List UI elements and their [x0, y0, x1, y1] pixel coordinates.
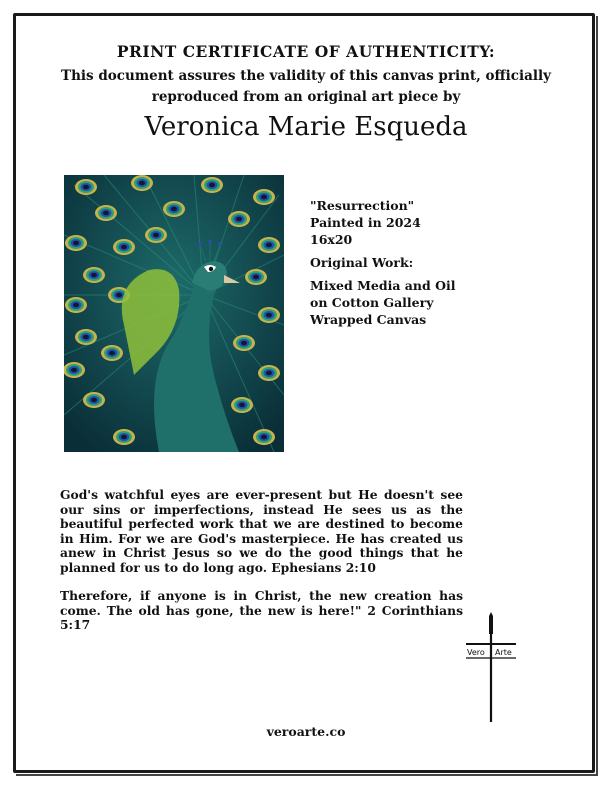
certificate-title: PRINT CERTIFICATE OF AUTHENTICITY: [116, 42, 496, 61]
website-url[interactable]: veroarte.co [266, 724, 346, 739]
logo-text-left: Vero [467, 648, 485, 657]
certificate-subtitle [30, 66, 582, 108]
scripture-paragraph-1: God's watchful eyes are ever-present but He doesn't see our sins or imperfections, instead He sees us as the beautiful perfected work that we are destined to become in Him. For we are God's masterpiece. He has created us anew in Christ Jesus so we do the good things that he planned for us to do long ago. Ephesians 2:10 [60, 487, 463, 575]
veroarte-cross-logo [462, 612, 520, 724]
certificate-header [30, 42, 582, 144]
artwork-title: "Resurrection" [310, 198, 415, 213]
artist-name: Veronica Marie Esqueda [144, 112, 468, 142]
artwork-medium-line-3: Wrapped Canvas [310, 312, 427, 327]
scripture-text [60, 488, 463, 633]
cross-icon [462, 612, 520, 724]
scripture-paragraph-2: Therefore, if anyone is in Christ, the new creation has come. The old has gone, the new is here!" 2 Corinthians 5:17 [60, 588, 463, 632]
artwork-medium-line-1: Mixed Media and Oil [310, 278, 456, 293]
logo-text-right: Arte [495, 648, 512, 657]
artwork-details [310, 197, 510, 328]
subtitle-line-1: This document assures the validity of this canvas print, officially [61, 68, 551, 84]
artwork-image [64, 175, 284, 452]
peacock-painting [64, 175, 284, 452]
subtitle-line-2: reproduced from an original art piece by [151, 89, 461, 105]
artwork-work-type: Original Work: [310, 255, 414, 270]
artwork-size: 16x20 [310, 232, 353, 247]
artwork-painted-year: Painted in 2024 [310, 215, 421, 230]
artwork-medium-line-2: on Cotton Gallery [310, 295, 434, 310]
